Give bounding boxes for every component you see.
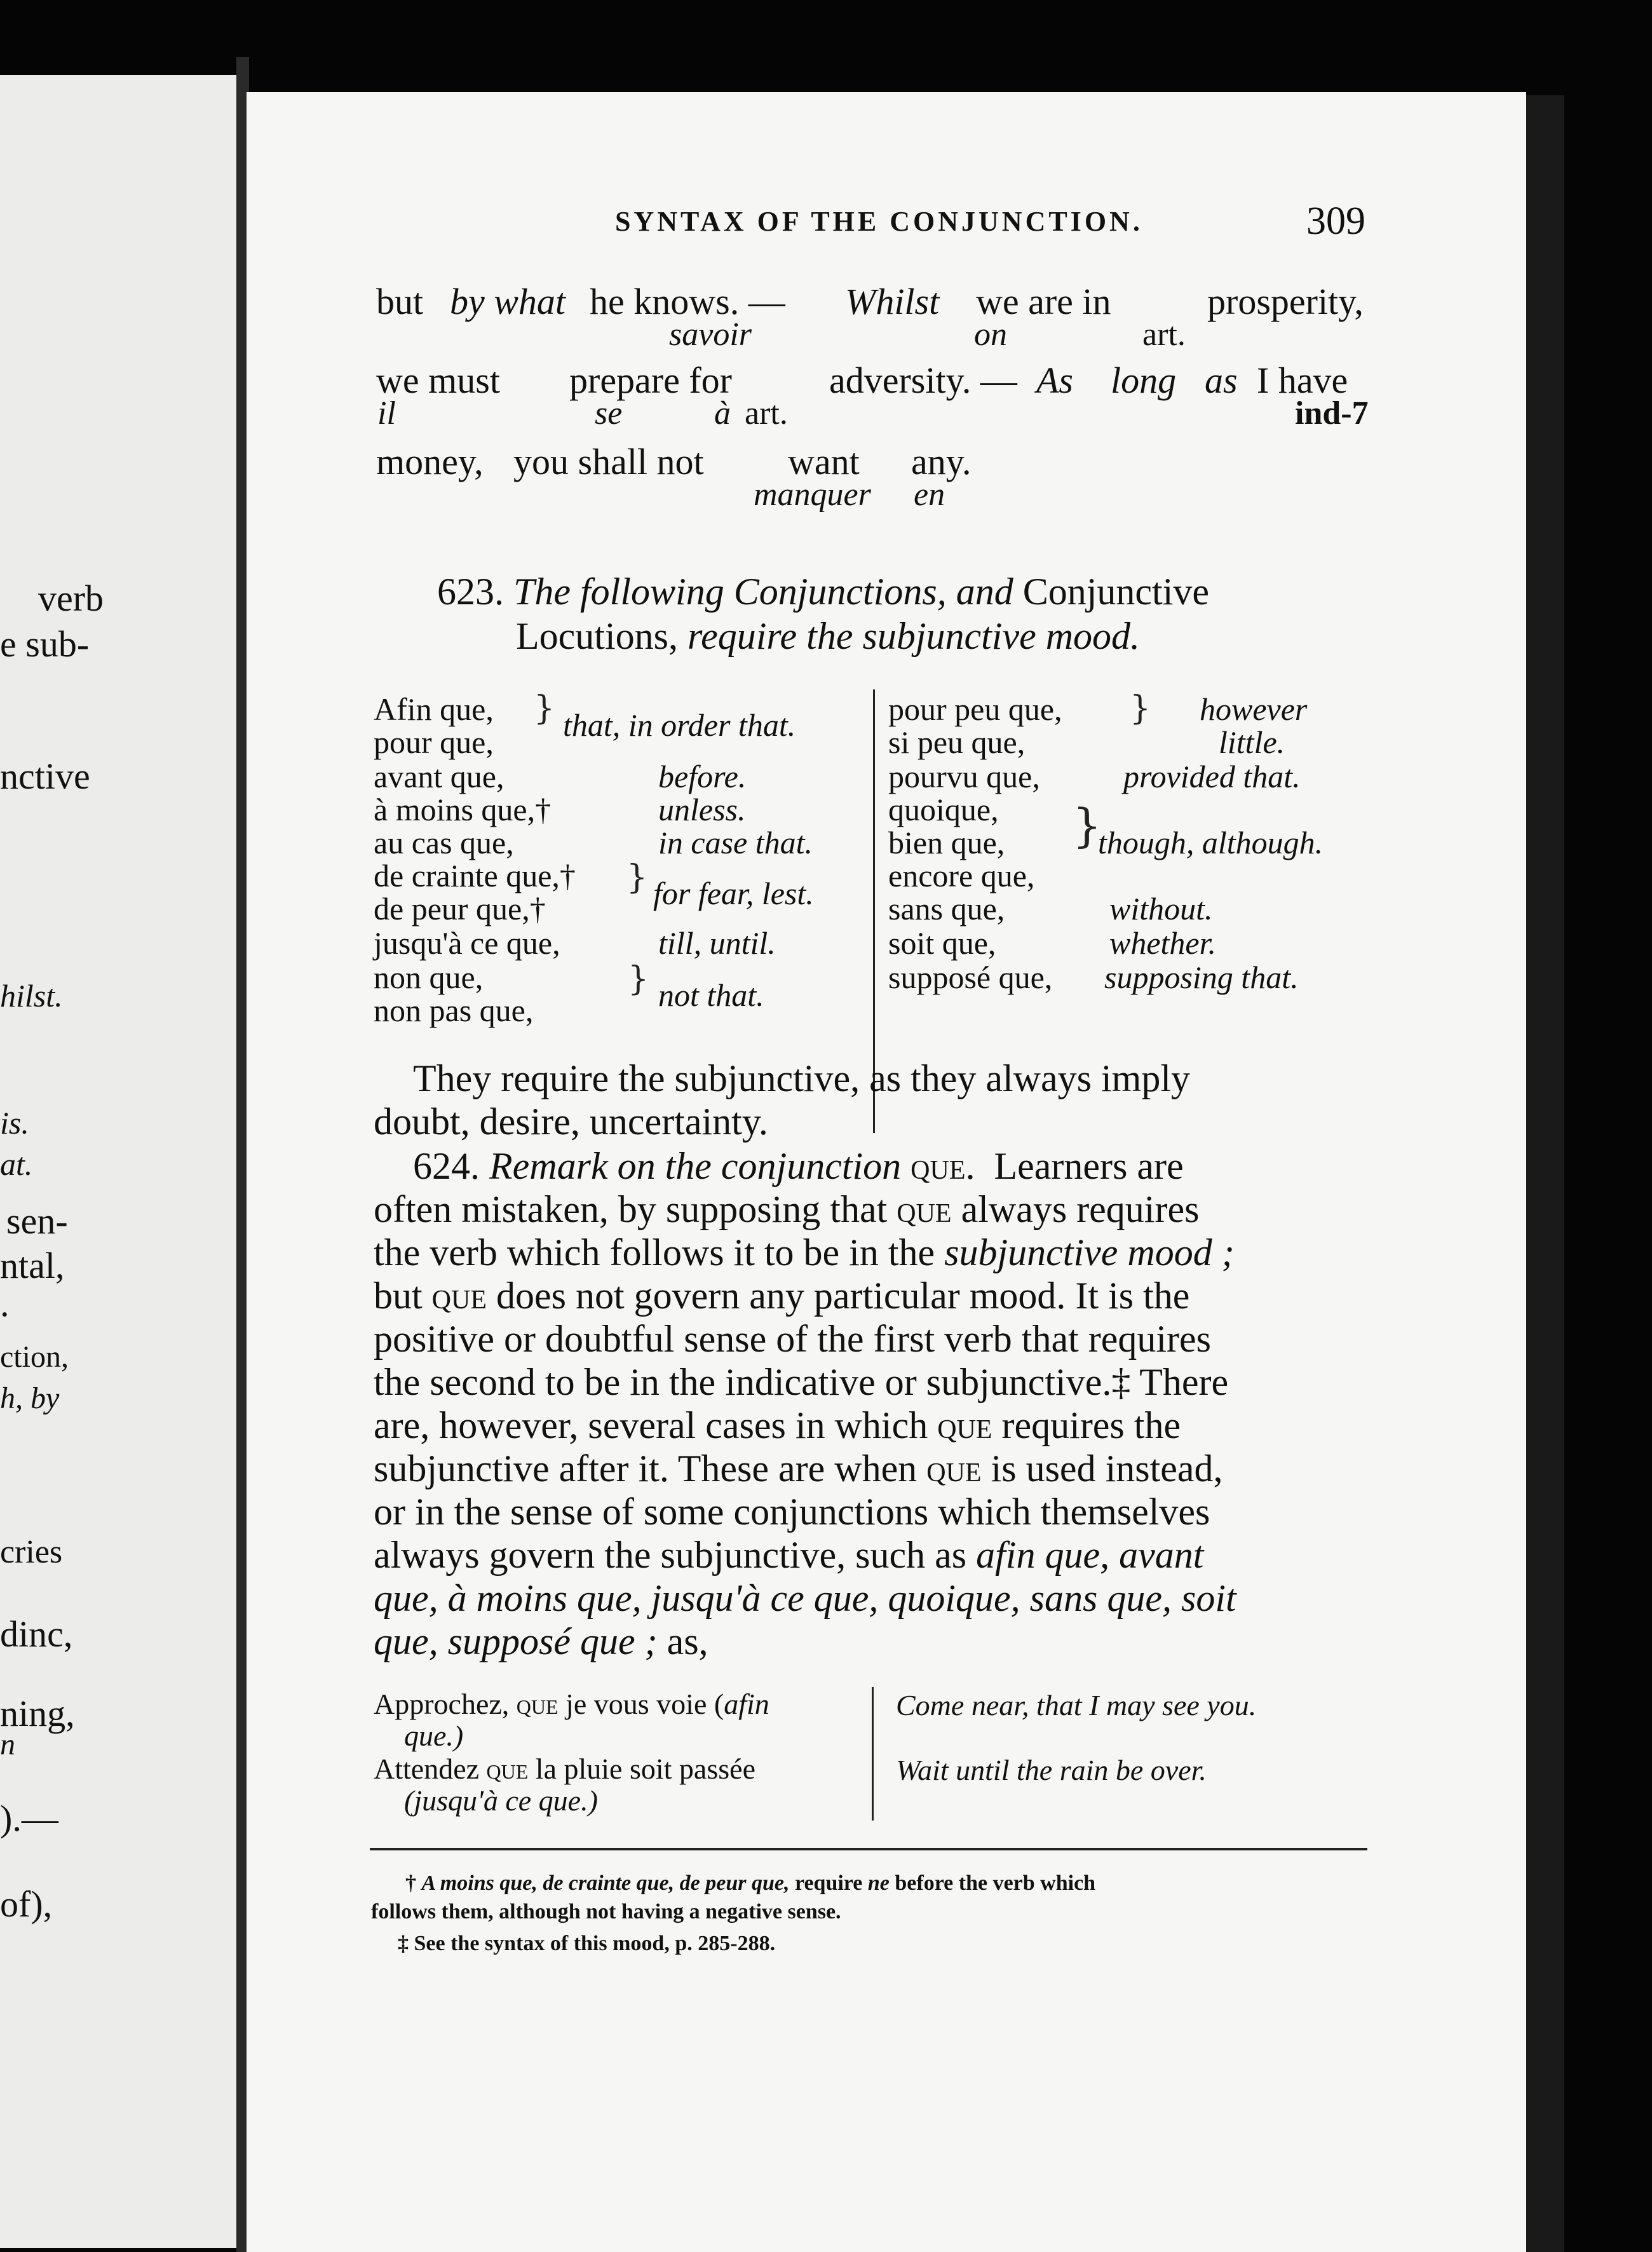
il-gloss: art. xyxy=(745,395,788,431)
small-caps-que: que xyxy=(937,1404,992,1446)
conj-french: de peur que,† xyxy=(374,891,546,926)
brace-icon: } xyxy=(626,858,648,897)
left-fragment-14: ning, xyxy=(0,1693,75,1734)
left-fragment-12: cries xyxy=(0,1534,63,1570)
section-title-italic: require the subjunctive mood. xyxy=(687,615,1141,657)
il-word: prosperity, xyxy=(1207,281,1364,322)
text-span: la pluie soit passée xyxy=(535,1753,755,1785)
dagger-mark: † xyxy=(405,1871,416,1895)
left-fragment-8: ntal, xyxy=(0,1245,65,1286)
left-fragment-6: at. xyxy=(0,1146,33,1182)
il-word: prepare for xyxy=(569,360,732,401)
conj-english: till, until. xyxy=(658,925,776,961)
il-gloss: art. xyxy=(1142,316,1186,353)
text-span: que, supposé que ; xyxy=(374,1620,658,1662)
conj-french: jusqu'à ce que, xyxy=(374,925,560,961)
section-624-line xyxy=(374,1404,1181,1448)
footnote-1 xyxy=(405,1871,1095,1896)
il-gloss: se xyxy=(595,395,623,431)
il-word: I have xyxy=(1257,360,1348,401)
section-624-line xyxy=(374,1188,1199,1231)
left-facing-page xyxy=(0,75,245,2248)
brace-icon: } xyxy=(1073,799,1102,852)
conj-french: encore que, xyxy=(888,858,1035,893)
conj-english: unless. xyxy=(658,792,746,827)
il-word: adversity. — xyxy=(829,360,1017,401)
text-span: Learners are xyxy=(994,1145,1184,1187)
section-624-line xyxy=(374,1533,1203,1577)
small-caps-que: que xyxy=(431,1275,487,1317)
conj-english: supposing that. xyxy=(1104,960,1299,995)
left-fragment-2: e sub- xyxy=(0,623,90,665)
section-624-line: the second to be in the indicative or subjunctive.‡ There xyxy=(374,1361,1229,1403)
conj-english: for fear, lest. xyxy=(653,876,814,911)
text-span: require xyxy=(794,1871,863,1895)
conj-english: though, although. xyxy=(1098,825,1324,860)
conj-french: au cas que, xyxy=(374,825,514,860)
section-623-heading-line2 xyxy=(516,614,1140,658)
il-word: money, xyxy=(376,441,484,482)
conj-french: soit que, xyxy=(888,925,996,961)
section-624-line: que, à moins que, jusqu'à ce que, quoique, sans que, soit xyxy=(374,1577,1236,1619)
text-span: requires the xyxy=(1001,1404,1181,1446)
conj-french: à moins que,† xyxy=(374,792,552,827)
conj-english: provided that. xyxy=(1123,759,1301,794)
il-word: long xyxy=(1111,360,1177,401)
small-caps-que: que. xyxy=(911,1145,975,1187)
il-word: he knows. — xyxy=(590,281,785,322)
il-word: by what xyxy=(450,281,566,322)
conj-english: not that. xyxy=(658,977,764,1013)
footnote-rule xyxy=(370,1848,1367,1850)
text-span: subjunctive after it. These are when xyxy=(374,1448,917,1489)
left-fragment-5: is. xyxy=(0,1105,29,1141)
text-span: Attendez xyxy=(374,1753,480,1785)
conj-french: pourvu que, xyxy=(888,759,1040,794)
conj-french: supposé que, xyxy=(888,960,1053,995)
small-caps-que: que xyxy=(926,1448,982,1489)
example-french xyxy=(374,1687,769,1721)
table-divider xyxy=(872,1687,874,1821)
example-french: (jusqu'à ce que.) xyxy=(404,1784,598,1817)
text-span: is used instead, xyxy=(991,1448,1223,1489)
il-word: you shall not xyxy=(513,441,704,482)
il-word: want xyxy=(788,441,860,482)
il-gloss: il xyxy=(377,395,396,431)
section-623-heading xyxy=(437,570,1209,614)
left-fragment-11: h, by xyxy=(0,1381,60,1415)
conj-english: little. xyxy=(1219,724,1285,760)
conj-english: that, in order that. xyxy=(563,707,796,743)
conj-french: pour peu que, xyxy=(888,691,1062,727)
footnote-2: ‡ See the syntax of this mood, p. 285-288. xyxy=(398,1932,776,1955)
il-gloss: à xyxy=(714,395,731,431)
section-624-line: or in the sense of some conjunctions which themselves xyxy=(374,1491,1210,1533)
il-word: we must xyxy=(376,360,500,401)
il-word: but xyxy=(376,281,424,322)
conj-french: non que, xyxy=(374,960,484,995)
section-624-line xyxy=(374,1274,1189,1318)
text-span: je vous voie ( xyxy=(565,1688,724,1720)
il-word: Whilst xyxy=(845,281,940,322)
text-span: are, however, several cases in which xyxy=(374,1404,928,1446)
paragraph-line: They require the subjunctive, as they always imply xyxy=(413,1057,1190,1099)
il-gloss: manquer xyxy=(754,477,871,513)
conj-french: de crainte que,† xyxy=(374,858,576,893)
left-fragment-10: ction, xyxy=(0,1340,69,1374)
text-span: often mistaken, by supposing that xyxy=(374,1188,888,1230)
example-french xyxy=(374,1752,755,1786)
section-624-line xyxy=(374,1620,708,1664)
conj-french: si peu que, xyxy=(888,724,1026,760)
text-span: the verb which follows it to be in the xyxy=(374,1231,935,1273)
il-word: we are in xyxy=(976,281,1111,322)
example-english: Come near, that I may see you. xyxy=(896,1689,1257,1721)
footnote-1-cont: follows them, although not having a negative sense. xyxy=(371,1900,841,1923)
section-number: 623. xyxy=(437,571,504,613)
example-english: Wait until the rain be over. xyxy=(896,1754,1207,1786)
section-624-line xyxy=(374,1447,1223,1491)
text-span: but xyxy=(374,1275,423,1317)
left-fragment-7: sen- xyxy=(6,1200,68,1242)
section-number: 624. xyxy=(413,1145,480,1187)
left-fragment-17: of), xyxy=(0,1883,53,1925)
il-word: as xyxy=(1205,360,1238,401)
conj-french: sans que, xyxy=(888,891,1005,926)
section-624-line xyxy=(374,1231,1235,1275)
small-caps-que: que xyxy=(486,1753,529,1785)
left-fragment-4: hilst. xyxy=(0,978,63,1014)
section-title-regular: Conjunctive xyxy=(1022,571,1210,613)
conj-french: bien que, xyxy=(888,825,1005,860)
section-624-line: positive or doubtful sense of the first verb that requires xyxy=(374,1318,1212,1360)
il-word: As xyxy=(1036,360,1073,401)
conj-english: in case that. xyxy=(658,825,813,860)
conj-english: without. xyxy=(1109,891,1213,926)
text-span: subjunctive mood ; xyxy=(944,1231,1235,1273)
section-title-regular: Locutions, xyxy=(516,615,678,657)
left-fragment-9: . xyxy=(0,1283,10,1324)
page-edge-shadow xyxy=(1526,95,1564,2252)
conj-french: avant que, xyxy=(374,759,504,794)
text-span: afin xyxy=(724,1688,769,1720)
conj-french: quoique, xyxy=(888,792,999,827)
paragraph-line: doubt, desire, uncertainty. xyxy=(374,1101,768,1143)
conj-english: however xyxy=(1200,691,1308,727)
conj-english: before. xyxy=(658,759,747,794)
il-gloss: ind-7 xyxy=(1295,395,1369,431)
left-fragment-13: dinc, xyxy=(0,1613,73,1655)
page-number: 309 xyxy=(1306,200,1365,243)
conj-english: whether. xyxy=(1109,925,1217,961)
small-caps-que: que xyxy=(897,1188,952,1230)
conj-french: non pas que, xyxy=(374,993,534,1028)
conj-french: Afin que, xyxy=(374,691,494,727)
il-gloss: savoir xyxy=(669,316,752,353)
text-span: always requires xyxy=(961,1188,1200,1230)
il-gloss: on xyxy=(974,316,1007,353)
text-span: A moins que, de crainte que, de peur que, xyxy=(421,1871,790,1895)
il-word: any. xyxy=(911,441,972,482)
small-caps-que: que xyxy=(516,1688,559,1720)
running-title: SYNTAX OF THE CONJUNCTION. xyxy=(615,206,1143,237)
text-span: always govern the subjunctive, such as xyxy=(374,1534,967,1576)
section-title-italic: Remark on the conjunction xyxy=(489,1145,902,1187)
left-fragment-1: verb xyxy=(38,578,104,619)
left-fragment-16: ).— xyxy=(0,1798,58,1839)
section-title-and: and xyxy=(956,571,1013,613)
book-page xyxy=(247,92,1526,2252)
text-span: ne xyxy=(867,1871,890,1895)
text-span: before the verb which xyxy=(895,1871,1096,1895)
brace-icon: } xyxy=(534,689,555,728)
conj-french: pour que, xyxy=(374,724,494,760)
text-span: Approchez, xyxy=(374,1688,510,1720)
brace-icon: } xyxy=(1130,689,1151,728)
text-span: afin que, avant xyxy=(976,1534,1204,1576)
il-gloss: en xyxy=(914,477,945,513)
left-fragment-3: nctive xyxy=(0,756,90,797)
section-title-italic: The following Conjunctions, xyxy=(513,571,947,613)
example-french: que.) xyxy=(404,1720,464,1752)
section-624-line xyxy=(413,1144,1184,1188)
brace-icon: } xyxy=(628,960,649,998)
text-span: as, xyxy=(667,1620,708,1662)
text-span: does not govern any particular mood. It is the xyxy=(496,1275,1190,1317)
left-fragment-15: n xyxy=(0,1728,15,1761)
